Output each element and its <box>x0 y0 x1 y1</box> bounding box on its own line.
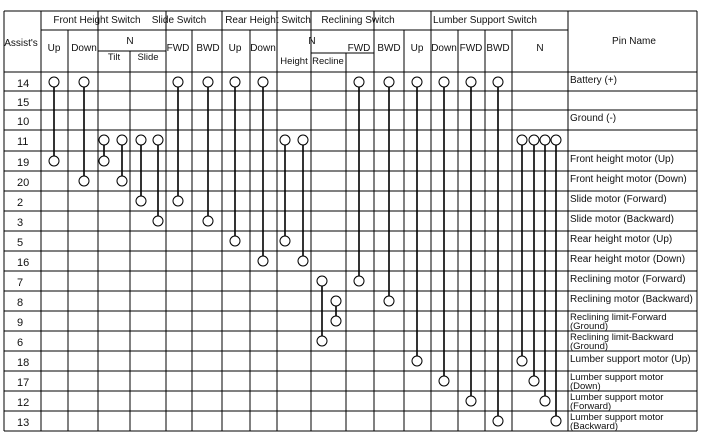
terminal-circle <box>49 77 59 87</box>
connection <box>298 135 308 266</box>
pin-name: Lumber support motor (Up) <box>570 354 691 365</box>
pin-name: Lumber support motor <box>570 412 664 423</box>
terminal-circle <box>439 77 449 87</box>
terminal-circle <box>258 77 268 87</box>
pin-number: 18 <box>17 357 30 369</box>
header-ls-fwd: FWD <box>459 43 483 54</box>
terminal-circle <box>331 296 341 306</box>
terminal-circle <box>153 135 163 145</box>
terminal-circle <box>317 276 327 286</box>
terminal-circle <box>551 135 561 145</box>
pin-number: 12 <box>17 397 30 409</box>
pin-number: 17 <box>17 377 30 389</box>
pin-number: 3 <box>17 217 24 229</box>
connection <box>117 135 127 186</box>
terminal-circle <box>298 256 308 266</box>
terminal-circle <box>258 256 268 266</box>
terminal-circle <box>173 196 183 206</box>
connection <box>230 77 240 246</box>
header-slide-sub: Slide <box>137 52 159 63</box>
pin-number: 20 <box>17 177 30 189</box>
header-rh-up: Up <box>228 43 242 54</box>
row-labels <box>17 75 693 432</box>
pin-name: Battery (+) <box>570 75 617 86</box>
header-lumber: Lumber Support Switch <box>433 15 537 26</box>
terminal-circle <box>153 216 163 226</box>
connection <box>173 77 183 206</box>
header-slide-bwd: BWD <box>196 43 220 54</box>
terminal-circle <box>517 356 527 366</box>
pin-number: 10 <box>17 116 30 128</box>
pin-name: Front height motor (Up) <box>570 154 674 165</box>
pin-name: Reclining limit-Backward <box>570 332 674 343</box>
terminal-circle <box>173 77 183 87</box>
pin-name: (Down) <box>570 381 601 392</box>
terminal-circle <box>230 77 240 87</box>
pin-number: 11 <box>17 136 29 148</box>
header-ls-bwd: BWD <box>486 43 510 54</box>
terminal-circle <box>493 77 503 87</box>
terminal-circle <box>136 196 146 206</box>
terminal-circle <box>354 276 364 286</box>
pin-number: 14 <box>17 78 30 90</box>
pin-name: (Backward) <box>570 421 619 432</box>
pin-number: 16 <box>17 257 30 269</box>
pin-name: Lumber support motor <box>570 372 664 383</box>
terminal-circle <box>280 236 290 246</box>
header-assist: Assist's <box>4 38 38 49</box>
terminal-circle <box>517 135 527 145</box>
pin-name: Slide motor (Backward) <box>570 214 674 225</box>
pin-name: Rear height motor (Down) <box>570 254 686 265</box>
terminal-circle <box>203 216 213 226</box>
pin-name: (Ground) <box>570 341 609 352</box>
header-reclining: Reclining Switch <box>321 15 395 26</box>
pin-number: 19 <box>17 157 30 169</box>
terminal-circle <box>79 77 89 87</box>
pin-name: Ground (-) <box>570 113 617 124</box>
terminal-circle <box>317 336 327 346</box>
pin-name: Lumber support motor <box>570 392 664 403</box>
pin-number: 8 <box>17 297 24 309</box>
pin-number: 6 <box>17 337 24 349</box>
terminal-circle <box>384 296 394 306</box>
pin-number: 13 <box>17 417 30 429</box>
terminal-circle <box>439 376 449 386</box>
terminal-circle <box>331 316 341 326</box>
pin-name: Reclining motor (Forward) <box>570 274 686 285</box>
terminal-circle <box>551 416 561 426</box>
terminal-circle <box>354 77 364 87</box>
connection <box>153 135 163 226</box>
connection <box>412 77 422 366</box>
terminal-circle <box>466 77 476 87</box>
terminal-circle <box>230 236 240 246</box>
terminal-circle <box>49 156 59 166</box>
terminal-circle <box>529 135 539 145</box>
connection <box>354 77 364 286</box>
pin-name: Slide motor (Forward) <box>570 194 667 205</box>
header-fh-up: Up <box>47 43 61 54</box>
header-slide: Slide Switch <box>151 15 207 26</box>
terminal-circle <box>280 135 290 145</box>
header-ls-up: Up <box>410 43 424 54</box>
terminal-circle <box>540 135 550 145</box>
header-rear-height: Rear Height Switch <box>225 15 311 26</box>
terminal-circle <box>529 376 539 386</box>
header-tilt: Tilt <box>107 52 121 63</box>
header-fh-n: N <box>126 36 134 47</box>
connection <box>529 135 539 386</box>
header-rc-fwd: FWD <box>347 43 371 54</box>
pin-name: (Forward) <box>570 401 612 412</box>
pin-number: 15 <box>17 97 30 109</box>
connection <box>49 77 59 166</box>
header-ls-n: N <box>536 43 544 54</box>
header-ls-down: Down <box>431 43 457 54</box>
terminal-circle <box>384 77 394 87</box>
connection <box>551 135 561 426</box>
header-fh-down: Down <box>71 43 97 54</box>
pin-number: 2 <box>17 197 24 209</box>
connection <box>466 77 476 406</box>
terminal-circle <box>79 176 89 186</box>
terminal-circle <box>412 356 422 366</box>
terminal-circle <box>203 77 213 87</box>
terminal-circle <box>117 135 127 145</box>
header-recline: Recline <box>312 56 344 67</box>
header-pin-name: Pin Name <box>612 36 656 47</box>
pin-name: Rear height motor (Up) <box>570 234 673 245</box>
terminal-circle <box>540 396 550 406</box>
pin-number: 5 <box>17 237 24 249</box>
terminal-circle <box>412 77 422 87</box>
header-slide-fwd: FWD <box>166 43 190 54</box>
header-height: Height <box>280 56 308 67</box>
header-rc-bwd: BWD <box>377 43 401 54</box>
terminal-circle <box>298 135 308 145</box>
terminal-circle <box>493 416 503 426</box>
terminal-circle <box>466 396 476 406</box>
pin-name: Front height motor (Down) <box>570 174 687 185</box>
header-rh-down: Down <box>250 43 276 54</box>
pin-name: Reclining limit-Forward <box>570 312 667 323</box>
terminal-circle <box>99 156 109 166</box>
terminal-circle <box>99 135 109 145</box>
header-front-height: Front Height Switch <box>53 15 141 26</box>
terminal-circle <box>136 135 146 145</box>
pin-name: (Ground) <box>570 321 609 332</box>
terminal-circle <box>117 176 127 186</box>
pin-number: 7 <box>17 277 24 289</box>
header-rh-n: N <box>308 36 316 47</box>
pin-number: 9 <box>17 317 24 329</box>
pin-name: Reclining motor (Backward) <box>570 294 693 305</box>
connection <box>79 77 89 186</box>
